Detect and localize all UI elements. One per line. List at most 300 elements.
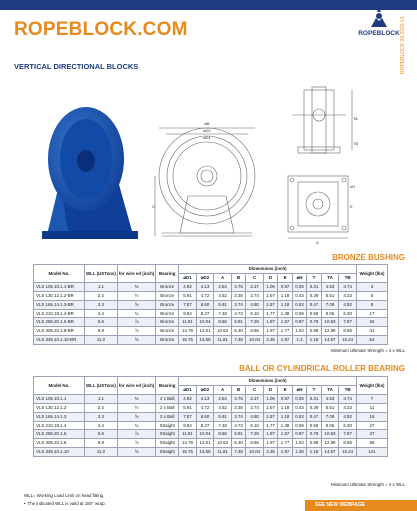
table-cell: 10.63 <box>321 430 339 439</box>
table-cell: 4.33 <box>339 291 357 300</box>
table-cell: 14.57 <box>321 336 339 345</box>
col-dim-1: ⌀D2 <box>196 385 214 394</box>
table-cell: 1.57 <box>278 430 292 439</box>
col-dim-1: ⌀D2 <box>196 273 214 282</box>
table-cell: 2.2 <box>85 403 118 412</box>
table-cell: 10.04 <box>196 430 214 439</box>
table-cell: 1.57 <box>263 300 277 309</box>
table-cell: 5.91 <box>231 318 245 327</box>
col-wire: for wire ed (inch) <box>117 265 155 283</box>
table-cell: 8.66 <box>246 439 264 448</box>
table-cell: 1.77 <box>263 421 277 430</box>
table-cell: 0.35 <box>292 282 306 291</box>
table-cell: 3 <box>357 282 388 291</box>
table-cell: 9.06 <box>321 421 339 430</box>
table-cell: 0.87 <box>278 282 292 291</box>
table-cell: 141 <box>357 448 388 457</box>
table-cell: Bronze <box>156 282 179 291</box>
bronze-note: Minimum Ultimate Strength = 4 x WLL <box>330 348 405 353</box>
table-cell: 4.13 <box>196 394 214 403</box>
table-cell: 0.43 <box>292 403 306 412</box>
table-cell: ½ <box>117 291 155 300</box>
table-cell: 1.77 <box>278 439 292 448</box>
table-cell: Straight <box>156 448 179 457</box>
table-cell: 0.39 <box>307 403 321 412</box>
dim-label-c: C <box>152 204 155 209</box>
table-cell: 5.91 <box>179 403 197 412</box>
table-cell: 6.6 <box>85 318 118 327</box>
table-cell: 6.10 <box>246 309 264 318</box>
table-cell: 1.02 <box>292 439 306 448</box>
col-weight: Weight (lbs) <box>357 265 388 283</box>
table-cell: Straight <box>156 430 179 439</box>
table-cell: 0.69 <box>292 309 306 318</box>
table-cell: 2 x Ball <box>156 403 179 412</box>
section-title: VERTICAL DIRECTIONAL BLOCKS <box>14 62 139 71</box>
table-cell: 0.87 <box>292 430 306 439</box>
table-cell: 6.30 <box>231 439 245 448</box>
table-cell: 4.92 <box>179 282 197 291</box>
table-cell: 8.66 <box>214 430 232 439</box>
table-cell: 4.52 <box>214 291 232 300</box>
table-cell: 8.66 <box>246 327 264 336</box>
table-cell: 10.04 <box>246 448 264 457</box>
table-cell: 5.91 <box>214 300 232 309</box>
table-row <box>34 430 388 439</box>
col-dim-6: E <box>278 385 292 394</box>
table-cell: 12.01 <box>196 327 214 336</box>
table-cell: VLS 345.24.1.10-BR <box>34 336 85 345</box>
table-cell: VLS 105.10.1.1 <box>34 394 85 403</box>
table-cell: 6.6 <box>85 430 118 439</box>
table-cell: 2.2 <box>85 291 118 300</box>
table-cell: 4.53 <box>321 394 339 403</box>
table-cell: 1.06 <box>263 282 277 291</box>
col-dim-9: TA <box>321 273 339 282</box>
side-code: ROPEBLOCK 09.2020 V1 <box>400 15 406 74</box>
table-cell: 10.04 <box>196 318 214 327</box>
table-cell: 7.09 <box>321 300 339 309</box>
front-view-drawing <box>152 118 272 243</box>
table-cell: 11.81 <box>179 318 197 327</box>
col-dim-8: T <box>307 385 321 394</box>
col-dim-9: TA <box>321 385 339 394</box>
col-dim-2: A <box>214 385 232 394</box>
table-cell: 2.27 <box>246 394 264 403</box>
table-cell: 8.66 <box>339 327 357 336</box>
col-model: Model No. <box>34 377 85 395</box>
table-cell: 0.98 <box>307 439 321 448</box>
col-wire: for wire ed (inch) <box>117 377 155 395</box>
col-wll: WLL (USTons) <box>85 265 118 283</box>
table-cell: 0.35 <box>292 394 306 403</box>
table-cell: ¾ <box>117 309 155 318</box>
table-cell: 7.28 <box>246 430 264 439</box>
table-cell: Bronze <box>156 300 179 309</box>
table-cell: 10.24 <box>339 336 357 345</box>
table-cell: 8 <box>357 300 388 309</box>
table-cell: 2 x Ball <box>156 394 179 403</box>
table-cell: 1.2 <box>292 336 306 345</box>
col-bearing: Bearing <box>156 377 179 395</box>
table-cell: 11.0 <box>85 336 118 345</box>
table-cell: Straight <box>156 421 179 430</box>
table-cell: 7 <box>357 394 388 403</box>
table-cell: 8.8 <box>85 327 118 336</box>
table-cell: 9.84 <box>179 421 197 430</box>
table-cell: 0.69 <box>292 421 306 430</box>
table-cell: 5.51 <box>321 403 339 412</box>
table-cell: ⅞ <box>117 439 155 448</box>
table-cell: 4.52 <box>214 403 232 412</box>
table-cell: 1.18 <box>278 291 292 300</box>
table-cell: 12.01 <box>196 439 214 448</box>
roller-spec-table <box>33 376 388 457</box>
table-cell: 0.79 <box>307 318 321 327</box>
table-cell: 1.18 <box>278 403 292 412</box>
table-row <box>34 394 388 403</box>
col-dim-3: B <box>231 273 245 282</box>
table-row <box>34 318 388 327</box>
table-cell: 4.4 <box>85 421 118 430</box>
col-dim-8: T <box>307 273 321 282</box>
table-cell: 11.81 <box>214 336 232 345</box>
table-cell: ⅝ <box>117 336 155 345</box>
table-cell: 15.75 <box>179 448 197 457</box>
col-model: Model No. <box>34 265 85 283</box>
table-cell: 5.91 <box>214 412 232 421</box>
table-cell: 0.31 <box>307 394 321 403</box>
table-cell: 2.36 <box>263 336 277 345</box>
col-weight: Weight (lbs) <box>357 377 388 395</box>
table-cell: ⅞ <box>117 430 155 439</box>
table-cell: VLS 165.14.1.3-BR <box>34 300 85 309</box>
table-cell: 8.27 <box>196 309 214 318</box>
table-cell: ¾ <box>117 421 155 430</box>
brand-title[interactable]: ROPEBLOCK.COM <box>14 19 188 40</box>
table-cell: ⅜ <box>117 394 155 403</box>
table-cell: VLS 255.20.1.6-BR <box>34 318 85 327</box>
dim-label-d1: ⌀D1 <box>203 135 211 140</box>
top-bar <box>0 0 417 10</box>
table-cell: 1.02 <box>292 327 306 336</box>
table-cell: 1.77 <box>263 309 277 318</box>
table-cell: 2.27 <box>246 282 264 291</box>
table-cell: 4.80 <box>246 300 264 309</box>
table-row <box>34 309 388 318</box>
table-cell: ⅝ <box>117 412 155 421</box>
table-cell: 0.39 <box>307 291 321 300</box>
table-cell: 3.74 <box>339 394 357 403</box>
table-cell: 3.35 <box>231 403 245 412</box>
table-cell: 41 <box>357 327 388 336</box>
table-cell: 1.97 <box>263 430 277 439</box>
table-cell: VLS 305.22.1.8-BR <box>34 327 85 336</box>
logo-mark-icon <box>367 7 391 29</box>
table-cell: 4.72 <box>196 291 214 300</box>
table-cell: 37 <box>357 430 388 439</box>
col-dim-3: B <box>231 385 245 394</box>
table-cell: 4.33 <box>339 403 357 412</box>
table-cell: 0.47 <box>307 412 321 421</box>
table-cell: 0.79 <box>307 430 321 439</box>
table-cell: VLS 210.18.1.4 <box>34 421 85 430</box>
table-cell: 5 <box>357 291 388 300</box>
dim-label-ta: TA <box>353 116 358 121</box>
table-cell: 0.87 <box>278 394 292 403</box>
table-row <box>34 448 388 457</box>
table-row <box>34 291 388 300</box>
table-cell: 5.91 <box>231 430 245 439</box>
table-cell: VLS 130.12.1.2 <box>34 403 85 412</box>
col-dim-6: E <box>278 273 292 282</box>
table-cell: 3.35 <box>231 291 245 300</box>
table-cell: 4.13 <box>196 282 214 291</box>
table-cell: 1.18 <box>278 412 292 421</box>
dim-label-e: E <box>350 204 353 209</box>
table-row <box>34 403 388 412</box>
table-cell: 8.27 <box>196 421 214 430</box>
top-view-drawing <box>282 168 362 248</box>
table-cell: 4.80 <box>246 412 264 421</box>
table-cell: 12.99 <box>321 439 339 448</box>
table-row <box>34 336 388 345</box>
table-cell: 3.74 <box>231 412 245 421</box>
table-cell: 9.06 <box>321 309 339 318</box>
table-cell: 0.53 <box>292 300 306 309</box>
table-cell: 8.66 <box>339 439 357 448</box>
table-cell: 6.50 <box>196 300 214 309</box>
table-cell: 4.4 <box>85 309 118 318</box>
table-row <box>34 327 388 336</box>
product-image <box>34 99 144 244</box>
col-dim-4: C <box>246 273 264 282</box>
table-cell: 1.18 <box>307 448 321 457</box>
table-cell: 1.38 <box>278 421 292 430</box>
table-cell: 0.31 <box>307 282 321 291</box>
table-cell: 6.10 <box>246 421 264 430</box>
table-cell: 1.57 <box>263 403 277 412</box>
table-cell: 26 <box>357 318 388 327</box>
table-cell: 0.87 <box>292 318 306 327</box>
table-cell: 11.81 <box>179 430 197 439</box>
table-cell: VLS 130.12.1.2-BR <box>34 291 85 300</box>
table-cell: 11 <box>357 403 388 412</box>
table-cell: VLS 255.20.1.6 <box>34 430 85 439</box>
table-cell: 2.54 <box>214 282 232 291</box>
table-cell: 1.1 <box>85 282 118 291</box>
col-wll: WLL (USTons) <box>85 377 118 395</box>
table-row <box>34 439 388 448</box>
table-cell: 10.04 <box>246 336 264 345</box>
table-cell: 7.48 <box>214 309 232 318</box>
col-dim-7: ⌀H <box>292 273 306 282</box>
table-cell: 6.30 <box>339 309 357 318</box>
table-cell: 0.43 <box>292 291 306 300</box>
table-cell: 4.73 <box>231 309 245 318</box>
table-cell: 7.87 <box>179 412 197 421</box>
logo-text: ROPEBLOCK <box>358 30 400 37</box>
table-cell: 4.72 <box>196 403 214 412</box>
table-cell: 10.63 <box>214 327 232 336</box>
table-cell: 1.36 <box>292 448 306 457</box>
table-cell: 17 <box>357 309 388 318</box>
col-dim-10: TB <box>339 385 357 394</box>
roller-bearing-heading: BALL OR CYLINDRICAL ROLLER BEARING <box>239 364 405 373</box>
table-cell: 12.99 <box>321 327 339 336</box>
table-cell: 6.30 <box>231 327 245 336</box>
table-cell: 1.18 <box>278 300 292 309</box>
table-cell: 7.87 <box>179 300 197 309</box>
col-bearing: Bearing <box>156 265 179 283</box>
table-cell: 1.57 <box>263 412 277 421</box>
dim-label-eh: eH <box>350 184 356 189</box>
table-cell: 18 <box>357 412 388 421</box>
roller-note: Minimum Ultimate Strength = 4 x WLL <box>330 482 405 487</box>
table-cell: 11.81 <box>214 448 232 457</box>
footnote-angle: • The indicated WLL is valid at 180° wrap. <box>24 501 106 506</box>
table-cell: Bronze <box>156 291 179 300</box>
bronze-spec-table <box>33 264 388 345</box>
table-row <box>34 412 388 421</box>
table-cell: 1.57 <box>278 318 292 327</box>
table-cell: 0.47 <box>307 300 321 309</box>
table-cell: 0.53 <box>292 412 306 421</box>
table-cell: 13.78 <box>179 439 197 448</box>
bronze-bushing-heading: BRONZE BUSHING <box>332 253 405 262</box>
table-cell: VLS 345.24.1.10 <box>34 448 85 457</box>
table-cell: 2.36 <box>263 448 277 457</box>
table-cell: 0.59 <box>307 309 321 318</box>
table-cell: 6.50 <box>196 412 214 421</box>
table-cell: 7.87 <box>339 430 357 439</box>
table-cell: 13.58 <box>196 336 214 345</box>
table-row <box>34 421 388 430</box>
table-cell: 3.74 <box>339 282 357 291</box>
table-cell: 1.97 <box>278 336 292 345</box>
table-cell: 2.76 <box>231 394 245 403</box>
dim-label-tb: TB <box>353 141 359 146</box>
table-cell: 4.92 <box>339 412 357 421</box>
table-cell: 1.97 <box>263 439 277 448</box>
table-cell: VLS 305.22.1.8 <box>34 439 85 448</box>
table-cell: ⅞ <box>117 318 155 327</box>
table-cell: 4.73 <box>231 421 245 430</box>
col-dim-0: ⌀D1 <box>179 273 197 282</box>
col-dim-5: D <box>263 385 277 394</box>
table-cell: 7.48 <box>231 448 245 457</box>
table-cell: ⅜ <box>117 282 155 291</box>
table-cell: 13.58 <box>196 448 214 457</box>
table-cell: 8.8 <box>85 439 118 448</box>
table-cell: 9.84 <box>179 309 197 318</box>
table-cell: 1.38 <box>278 309 292 318</box>
table-cell: 56 <box>357 439 388 448</box>
col-dim-0: ⌀D1 <box>179 385 197 394</box>
table-cell: 5.51 <box>321 291 339 300</box>
table-cell: ⅝ <box>117 448 155 457</box>
table-cell: VLS 165.14.1.3 <box>34 412 85 421</box>
ropeblock-logo <box>356 7 402 37</box>
table-cell: 1.1 <box>85 394 118 403</box>
table-cell: 4.92 <box>339 300 357 309</box>
table-cell: 14.57 <box>321 448 339 457</box>
table-row <box>34 282 388 291</box>
table-cell: Bronze <box>156 327 179 336</box>
table-cell: 7.09 <box>321 412 339 421</box>
table-cell: 5.91 <box>179 291 197 300</box>
table-cell: VLS 105.10.1.1-BR <box>34 282 85 291</box>
table-cell: 3.74 <box>231 300 245 309</box>
col-dim-10: TB <box>339 273 357 282</box>
table-cell: 7.48 <box>214 421 232 430</box>
table-cell: 10.63 <box>321 318 339 327</box>
table-cell: ⅞ <box>117 327 155 336</box>
side-view-drawing <box>282 85 362 165</box>
table-cell: 1.97 <box>263 318 277 327</box>
bottom-tag-link[interactable]: SEE NEW WEBPAGE <box>305 500 417 511</box>
col-dim-7: ⌀H <box>292 385 306 394</box>
table-cell: Bronze <box>156 336 179 345</box>
table-cell: 1.77 <box>278 327 292 336</box>
col-dimensions: Dimensions (inch) <box>179 377 357 386</box>
table-cell: 15.75 <box>179 336 197 345</box>
table-cell: 7.87 <box>339 318 357 327</box>
table-cell: 10.63 <box>214 439 232 448</box>
table-cell: 4.92 <box>179 394 197 403</box>
table-cell: Straight <box>156 439 179 448</box>
dim-label-b: ⌀B <box>204 121 210 126</box>
table-cell: 2.74 <box>246 403 264 412</box>
dim-label-d2: ⌀D2 <box>203 128 211 133</box>
table-row <box>34 300 388 309</box>
table-cell: 13.78 <box>179 327 197 336</box>
table-cell: 1.18 <box>307 336 321 345</box>
table-cell: 2 x Ball <box>156 412 179 421</box>
table-cell: 1.57 <box>263 291 277 300</box>
table-cell: 0.98 <box>307 327 321 336</box>
table-cell: Bronze <box>156 309 179 318</box>
col-dim-2: A <box>214 273 232 282</box>
col-dim-4: C <box>246 385 264 394</box>
table-cell: 1.06 <box>263 394 277 403</box>
table-cell: ⅝ <box>117 300 155 309</box>
table-cell: 4.53 <box>321 282 339 291</box>
table-cell: 2.54 <box>214 394 232 403</box>
col-dim-5: D <box>263 273 277 282</box>
table-cell: Bronze <box>156 318 179 327</box>
table-cell: 2.74 <box>246 291 264 300</box>
table-cell: 7.48 <box>231 336 245 345</box>
table-cell: ½ <box>117 403 155 412</box>
col-dimensions: Dimensions (inch) <box>179 265 357 274</box>
table-cell: 6.30 <box>339 421 357 430</box>
table-cell: 0.59 <box>307 421 321 430</box>
table-cell: 64 <box>357 336 388 345</box>
table-cell: 3.3 <box>85 300 118 309</box>
table-cell: 11.0 <box>85 448 118 457</box>
table-cell: 1.97 <box>278 448 292 457</box>
footnote-wll: WLL= Working Load Limit on head fitting. <box>24 493 105 498</box>
table-cell: 3.3 <box>85 412 118 421</box>
table-cell: VLS 210.18.1.4-BR <box>34 309 85 318</box>
table-cell: 7.28 <box>246 318 264 327</box>
table-cell: 8.66 <box>214 318 232 327</box>
table-cell: 27 <box>357 421 388 430</box>
dim-label-a: A <box>316 240 319 245</box>
table-cell: 1.97 <box>263 327 277 336</box>
table-cell: 2.76 <box>231 282 245 291</box>
